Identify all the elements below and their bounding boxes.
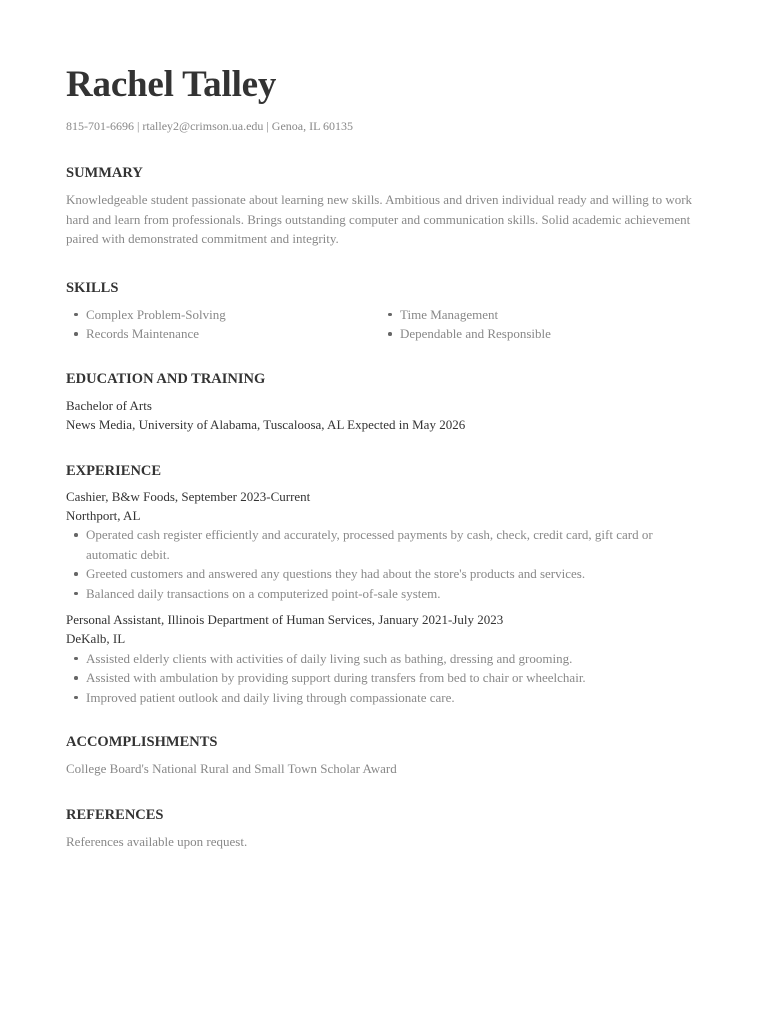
- education-heading: EDUCATION AND TRAINING: [66, 370, 266, 387]
- skills-list: [66, 305, 702, 344]
- experience-heading: EXPERIENCE: [66, 462, 162, 479]
- contact-info: 815-701-6696 | rtalley2@crimson.ua.edu | Genoa, IL 60135: [66, 119, 354, 133]
- job-location: DeKalb, IL: [66, 631, 126, 646]
- education-section: [66, 370, 702, 435]
- references-text: References available upon request.: [66, 833, 248, 849]
- job-duties: [66, 525, 702, 603]
- job-duties: [66, 649, 702, 708]
- job-duty: Operated cash register efficiently and accurately, processed payments by cash, check, credit card, gift card or automatic debit.: [66, 525, 702, 564]
- references-section: [66, 806, 702, 852]
- skills-heading: SKILLS: [66, 279, 119, 296]
- job-entry: [66, 488, 702, 604]
- job-duty: Balanced daily transactions on a computerized point-of-sale system.: [66, 584, 702, 604]
- degree: Bachelor of Arts: [66, 397, 152, 413]
- education-details: News Media, University of Alabama, Tuscaloosa, AL Expected in May 2026: [66, 417, 466, 432]
- job-duty: Greeted customers and answered any questions they had about the store's products and services.: [66, 564, 702, 584]
- skills-section: [66, 279, 702, 344]
- accomplishments-section: [66, 733, 702, 779]
- skill-item: Time Management: [380, 305, 680, 325]
- job-entry: [66, 611, 702, 707]
- job-title: Personal Assistant, Illinois Department of Human Services, January 2021-July 2023: [66, 612, 504, 627]
- job-title: Cashier, B&w Foods, September 2023-Current: [66, 488, 311, 504]
- summary-text: Knowledgeable student passionate about learning new skills. Ambitious and driven individual ready and willing to work hard and learn from professionals. Brings outstanding computer and communication skills. Solid academic achievement paired with demonstrated commitment and integrity.: [66, 192, 693, 246]
- skill-item: Dependable and Responsible: [380, 324, 680, 344]
- skill-item: Complex Problem-Solving: [66, 305, 380, 325]
- accomplishments-heading: ACCOMPLISHMENTS: [66, 734, 218, 750]
- accomplishments-text: College Board's National Rural and Small Town Scholar Award: [66, 761, 397, 776]
- skill-item: Records Maintenance: [66, 324, 380, 344]
- job-duty: Improved patient outlook and daily living through compassionate care.: [66, 688, 702, 708]
- summary-heading: SUMMARY: [66, 165, 143, 181]
- candidate-name: Rachel Talley: [66, 64, 277, 105]
- experience-section: [66, 462, 702, 708]
- references-heading: REFERENCES: [66, 806, 164, 823]
- summary-section: [66, 164, 702, 249]
- job-duty: Assisted elderly clients with activities of daily living such as bathing, dressing and grooming.: [66, 649, 702, 669]
- job-duty: Assisted with ambulation by providing support during transfers from bed to chair or wheelchair.: [66, 668, 702, 688]
- job-location: Northport, AL: [66, 507, 141, 523]
